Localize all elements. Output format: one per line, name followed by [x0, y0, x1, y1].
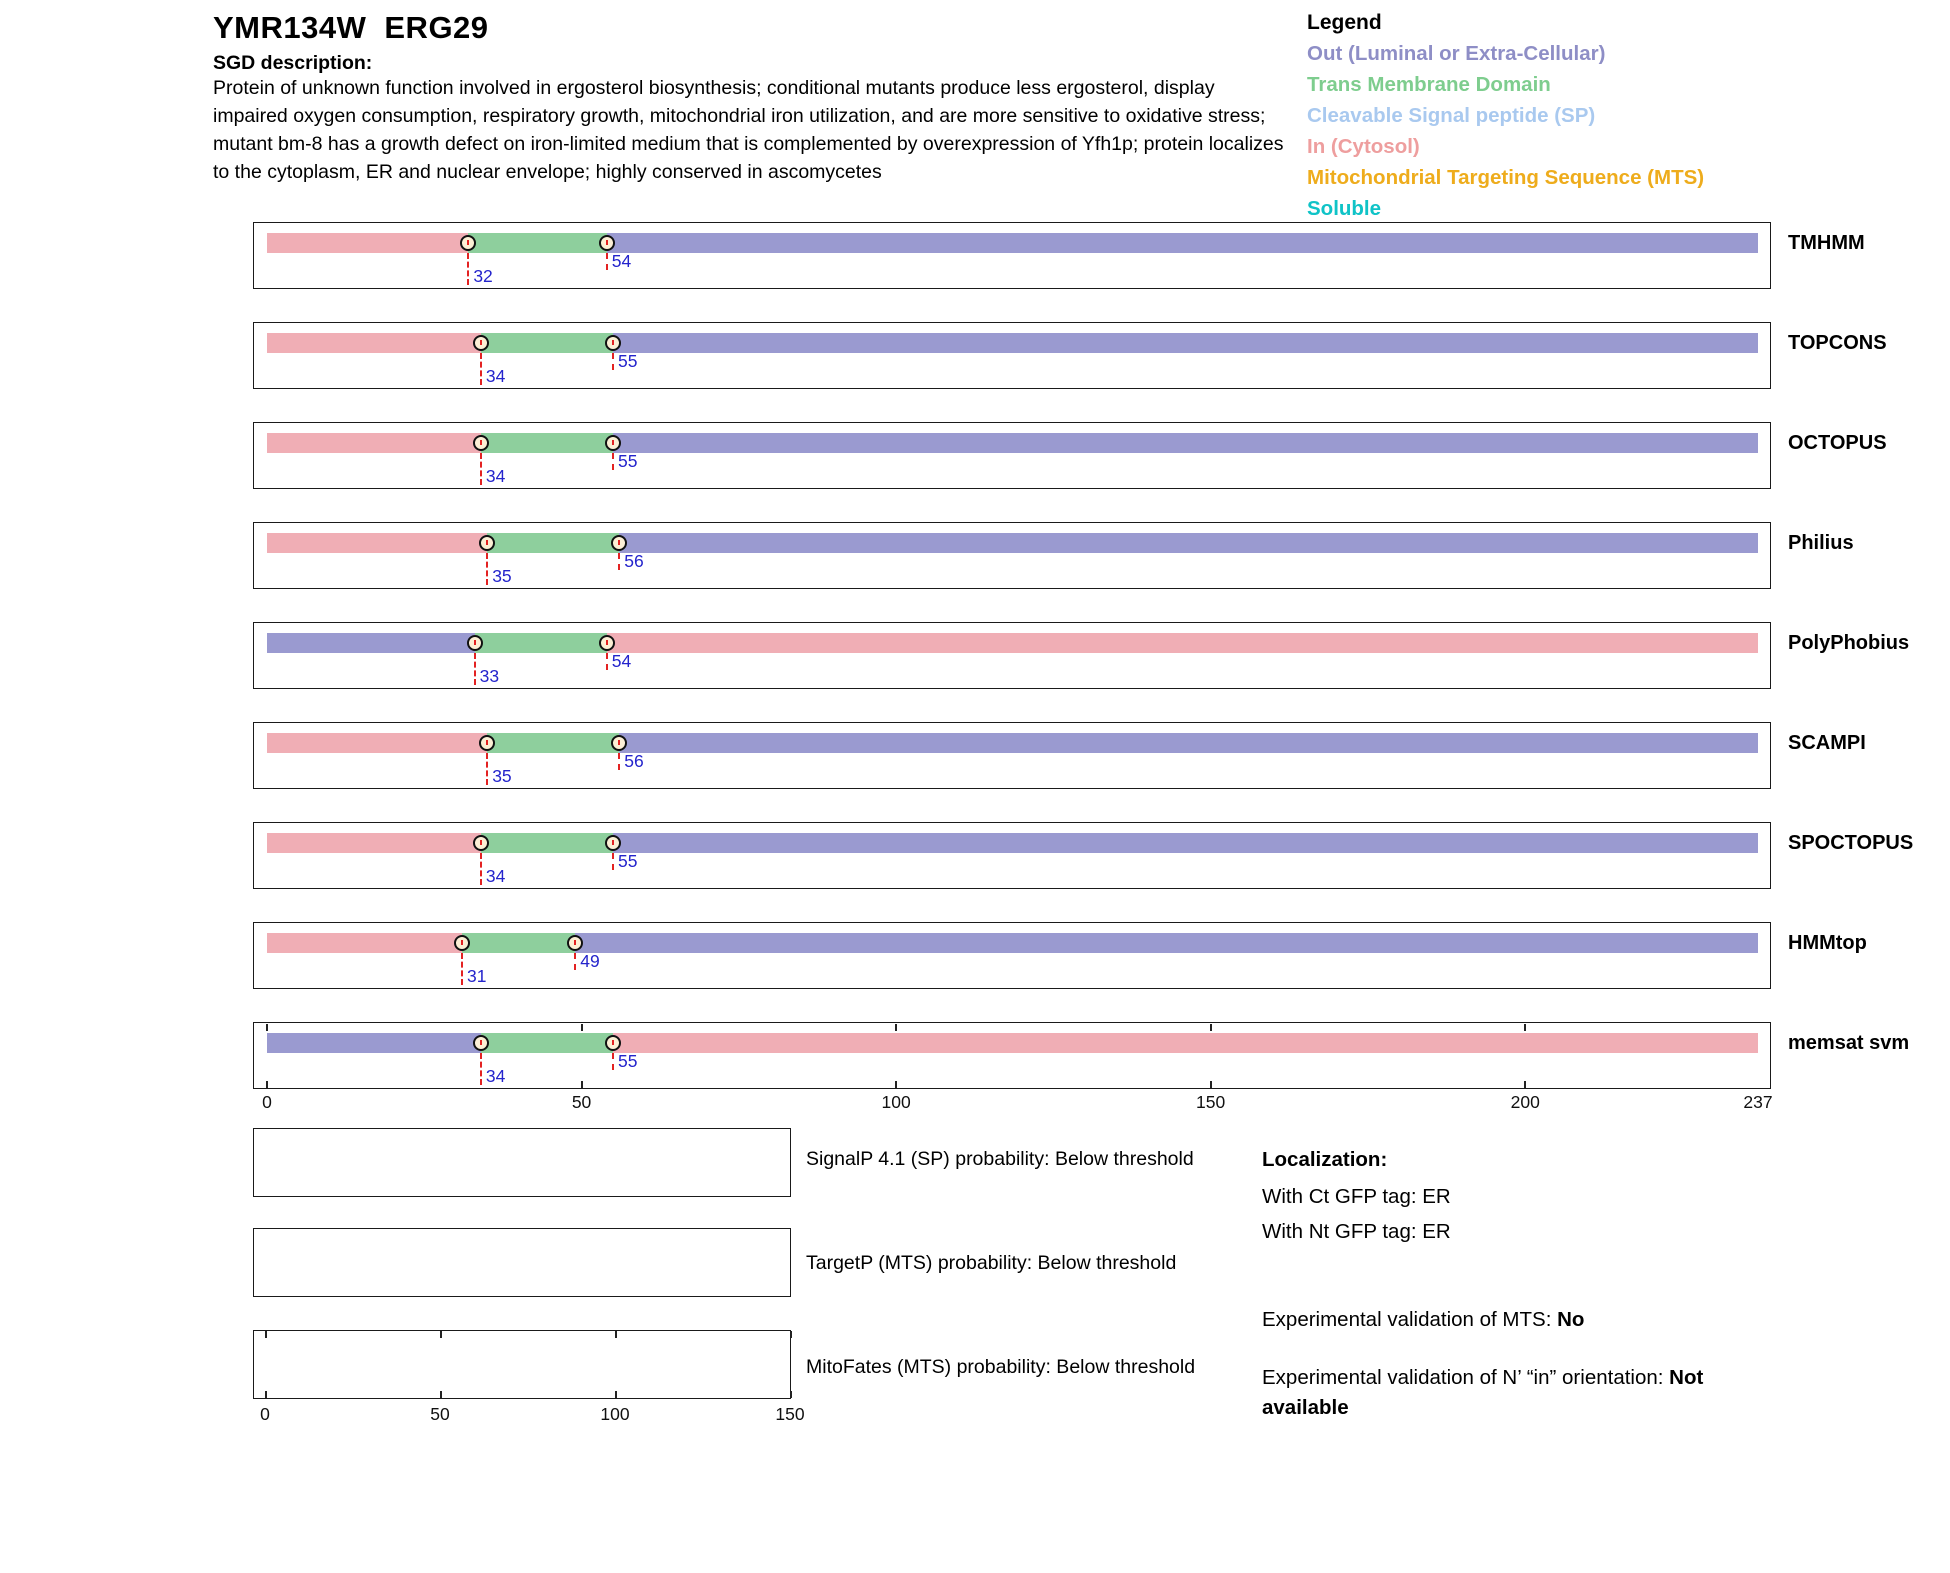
- boundary-dashed-line: [467, 253, 469, 285]
- marker-center-dash: [486, 540, 488, 545]
- legend-item-4: Mitochondrial Targeting Sequence (MTS): [1307, 166, 1705, 189]
- segment-tm: [462, 933, 575, 953]
- mts-validation-label: Experimental validation of MTS:: [1262, 1308, 1558, 1331]
- marker-center-dash: [618, 540, 620, 545]
- segment-out: [267, 633, 475, 653]
- boundary-dashed-line: [606, 253, 608, 270]
- sequence-axis-tick-label: 100: [881, 1092, 911, 1112]
- orientation-validation-value: Not available: [1262, 1366, 1704, 1419]
- track-row: [253, 722, 1771, 789]
- track-label-scampi: SCAMPI: [1788, 732, 1866, 754]
- marker-center-dash: [612, 340, 614, 345]
- probability-plot-2: [253, 1330, 791, 1399]
- topology-bar: [267, 233, 1758, 253]
- segment-out: [619, 733, 1758, 753]
- plot-edge-tick: [1524, 1081, 1526, 1088]
- marker-center-dash: [618, 740, 620, 745]
- topology-bar: [267, 333, 1758, 353]
- tm-boundary-number: 55: [618, 1051, 638, 1071]
- segment-in: [267, 933, 462, 953]
- track-row: [253, 522, 1771, 589]
- tm-boundary-number: 34: [485, 866, 506, 886]
- segment-out: [575, 933, 1758, 953]
- marker-center-dash: [612, 440, 614, 445]
- plot-edge-tick: [265, 1331, 267, 1338]
- sequence-axis-tick-label: 150: [1196, 1092, 1226, 1112]
- segment-tm: [487, 533, 619, 553]
- marker-center-dash: [574, 940, 576, 945]
- legend-item-2: Cleavable Signal peptide (SP): [1307, 104, 1596, 127]
- segment-tm: [481, 1033, 613, 1053]
- plot-edge-tick: [615, 1331, 617, 1338]
- segment-out: [607, 233, 1758, 253]
- segment-in: [267, 333, 481, 353]
- probability-plot-0: [253, 1128, 791, 1197]
- sequence-axis-tick-label: 200: [1510, 1092, 1540, 1112]
- probability-plot-caption-2: MitoFates (MTS) probability: Below threshold: [806, 1356, 1196, 1378]
- probability-axis-tick-label: 100: [600, 1404, 630, 1424]
- plot-edge-tick: [266, 1081, 268, 1088]
- tm-boundary-number: 34: [485, 366, 506, 386]
- boundary-dashed-line: [486, 753, 488, 785]
- boundary-dashed-line: [618, 753, 620, 770]
- segment-out: [613, 433, 1758, 453]
- marker-center-dash: [480, 340, 482, 345]
- segment-out: [613, 833, 1758, 853]
- topology-bar: [267, 1033, 1758, 1053]
- tm-boundary-number: 32: [473, 266, 493, 286]
- boundary-dashed-line: [606, 653, 608, 670]
- segment-in: [607, 633, 1758, 653]
- marker-center-dash: [461, 940, 463, 945]
- tm-boundary-number: 56: [624, 751, 644, 771]
- tm-boundary-number: 55: [618, 451, 638, 471]
- probability-plot-caption-0: SignalP 4.1 (SP) probability: Below threshold: [806, 1148, 1194, 1170]
- mts-validation-value: No: [1557, 1308, 1585, 1331]
- gene-name: ERG29: [384, 10, 489, 45]
- plot-edge-tick: [581, 1024, 583, 1031]
- boundary-dashed-line: [480, 453, 482, 485]
- marker-center-dash: [474, 640, 476, 645]
- probability-plot-1: [253, 1228, 791, 1297]
- marker-center-dash: [486, 740, 488, 745]
- plot-edge-tick: [581, 1081, 583, 1088]
- nt-gfp-localization: With Nt GFP tag: ER: [1262, 1220, 1451, 1243]
- marker-center-dash: [480, 840, 482, 845]
- tm-boundary-number: 54: [611, 251, 632, 271]
- track-row: [253, 822, 1771, 889]
- tm-boundary-number: 33: [479, 666, 500, 686]
- legend-items: [1307, 38, 1704, 224]
- legend: [1307, 8, 1704, 224]
- plot-edge-tick: [440, 1331, 442, 1338]
- segment-out: [619, 533, 1758, 553]
- boundary-dashed-line: [612, 453, 614, 470]
- tm-boundary-number: 55: [618, 851, 638, 871]
- segment-tm: [481, 333, 613, 353]
- segment-tm: [468, 233, 606, 253]
- marker-center-dash: [606, 240, 608, 245]
- boundary-dashed-line: [480, 853, 482, 885]
- probability-axis-tick-label: 50: [430, 1404, 450, 1424]
- ct-gfp-localization: With Ct GFP tag: ER: [1262, 1185, 1451, 1208]
- probability-plot-caption-1: TargetP (MTS) probability: Below threshold: [806, 1252, 1177, 1274]
- orf-name: YMR134W: [213, 10, 367, 45]
- sgd-description-label: SGD description:: [213, 52, 373, 74]
- plot-edge-tick: [895, 1024, 897, 1031]
- tm-boundary-number: 34: [485, 466, 506, 486]
- tm-boundary-number: 31: [467, 966, 487, 986]
- topology-bar: [267, 833, 1758, 853]
- track-row: [253, 622, 1771, 689]
- tm-boundary-number: 49: [580, 951, 600, 971]
- boundary-dashed-line: [612, 1053, 614, 1070]
- plot-edge-tick: [440, 1391, 442, 1398]
- boundary-dashed-line: [480, 1053, 482, 1085]
- track-label-tmhmm: TMHMM: [1788, 232, 1865, 254]
- segment-in: [613, 1033, 1758, 1053]
- plot-edge-tick: [790, 1391, 792, 1398]
- tm-boundary-number: 34: [485, 1066, 506, 1086]
- segment-in: [267, 533, 487, 553]
- segment-out: [613, 333, 1758, 353]
- segment-tm: [481, 833, 613, 853]
- legend-item-3: In (Cytosol): [1307, 135, 1420, 158]
- segment-out: [267, 1033, 481, 1053]
- marker-center-dash: [480, 440, 482, 445]
- orientation-validation-label: Experimental validation of N’ “in” orientation:: [1262, 1366, 1670, 1389]
- track-row: [253, 222, 1771, 289]
- track-label-spoctopus: SPOCTOPUS: [1788, 832, 1914, 854]
- track-label-memsat-svm: memsat svm: [1788, 1032, 1910, 1054]
- legend-title: Legend: [1307, 11, 1382, 34]
- probability-axis-tick-label: 150: [775, 1404, 805, 1424]
- legend-item-1: Trans Membrane Domain: [1307, 73, 1551, 96]
- boundary-dashed-line: [474, 653, 476, 685]
- mts-validation: [1262, 1305, 1740, 1335]
- marker-center-dash: [480, 1040, 482, 1045]
- segment-in: [267, 433, 481, 453]
- plot-edge-tick: [1524, 1024, 1526, 1031]
- track-label-philius: Philius: [1788, 532, 1854, 554]
- localization-heading: Localization:: [1262, 1148, 1388, 1171]
- marker-center-dash: [612, 840, 614, 845]
- topology-bar: [267, 933, 1758, 953]
- probability-axis-tick-label: 0: [260, 1404, 270, 1424]
- track-label-polyphobius: PolyPhobius: [1788, 632, 1910, 654]
- tm-boundary-number: 56: [624, 551, 644, 571]
- tm-boundary-number: 54: [611, 651, 632, 671]
- plot-edge-tick: [1210, 1024, 1212, 1031]
- boundary-dashed-line: [612, 353, 614, 370]
- track-label-topcons: TOPCONS: [1788, 332, 1887, 354]
- marker-center-dash: [467, 240, 469, 245]
- track-label-octopus: OCTOPUS: [1788, 432, 1887, 454]
- segment-in: [267, 733, 487, 753]
- sequence-axis-tick-label: 0: [262, 1092, 272, 1112]
- legend-item-5: Soluble: [1307, 197, 1382, 220]
- boundary-dashed-line: [618, 553, 620, 570]
- sequence-axis-tick-label: 50: [571, 1092, 592, 1112]
- sequence-axis-tick-label: 237: [1743, 1092, 1773, 1112]
- topology-bar: [267, 433, 1758, 453]
- marker-center-dash: [606, 640, 608, 645]
- track-row: [253, 1022, 1771, 1089]
- segment-in: [267, 833, 481, 853]
- sgd-description-text: Protein of unknown function involved in ergosterol biosynthesis; conditional mutants produce less ergosterol, display impaired oxygen consumption, respiratory growth, mitochondrial iron utilization, and are more sensitive to oxidative stress; mutant bm-8 has a growth defect on iron-limited medium that is complemented by overexpression of Yfh1p; protein localizes to the cytoplasm, ER and nuclear envelope; highly conserved in ascomycetes: [213, 77, 1284, 183]
- topology-bar: [267, 633, 1758, 653]
- tm-boundary-number: 55: [618, 351, 638, 371]
- page-title: [213, 10, 489, 46]
- tm-boundary-number: 35: [492, 566, 512, 586]
- orientation-validation: [1262, 1363, 1732, 1423]
- segment-tm: [481, 433, 613, 453]
- tm-boundary-number: 35: [492, 766, 512, 786]
- boundary-dashed-line: [574, 953, 576, 970]
- plot-edge-tick: [266, 1024, 268, 1031]
- boundary-dashed-line: [480, 353, 482, 385]
- plot-edge-tick: [265, 1391, 267, 1398]
- plot-edge-tick: [790, 1331, 792, 1338]
- plot-edge-tick: [1210, 1081, 1212, 1088]
- boundary-dashed-line: [486, 553, 488, 585]
- segment-tm: [487, 733, 619, 753]
- plot-edge-tick: [615, 1391, 617, 1398]
- legend-item-0: Out (Luminal or Extra-Cellular): [1307, 42, 1606, 65]
- track-row: [253, 922, 1771, 989]
- boundary-dashed-line: [612, 853, 614, 870]
- plot-edge-tick: [895, 1081, 897, 1088]
- segment-tm: [475, 633, 607, 653]
- segment-in: [267, 233, 468, 253]
- marker-center-dash: [612, 1040, 614, 1045]
- track-label-hmmtop: HMMtop: [1788, 932, 1867, 954]
- track-row: [253, 322, 1771, 389]
- boundary-dashed-line: [461, 953, 463, 985]
- track-row: [253, 422, 1771, 489]
